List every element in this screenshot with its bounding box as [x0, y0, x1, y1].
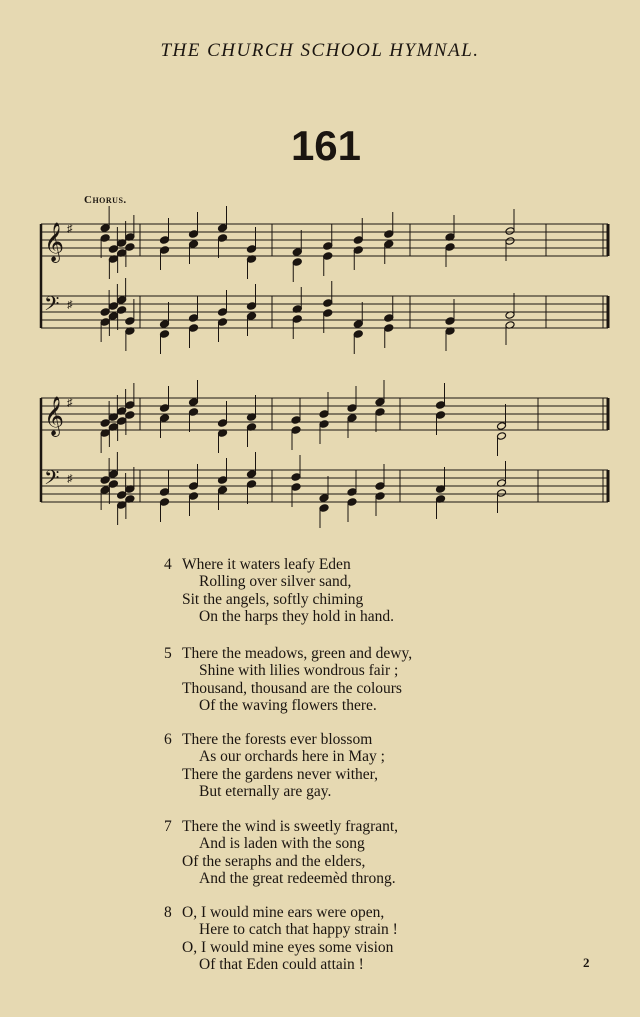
note-head	[160, 330, 170, 339]
hymn-number: 161	[290, 122, 362, 169]
verse-number: 7	[164, 818, 172, 835]
verse-line: As our orchards here in May ;	[199, 748, 385, 766]
running-title: THE CHURCH SCHOOL HYMNAL.	[160, 40, 480, 61]
note-head	[347, 498, 357, 507]
note-head	[189, 230, 199, 239]
note-head	[436, 401, 446, 410]
verse-line: Here to catch that happy strain !	[199, 921, 398, 939]
note-head	[108, 470, 118, 479]
note-head	[384, 324, 394, 333]
note-head	[125, 411, 135, 420]
note-head	[353, 236, 363, 245]
note-head	[292, 258, 302, 267]
note-head	[160, 320, 170, 329]
note-head	[189, 492, 199, 501]
treble-staff	[41, 206, 608, 282]
note-head	[100, 224, 110, 233]
note-head	[445, 317, 455, 326]
key-signature-sharp: ♯	[67, 473, 73, 485]
note-head	[160, 246, 170, 255]
note-head	[291, 473, 301, 482]
note-head	[323, 299, 333, 308]
key-signature-sharp: ♯	[67, 223, 73, 235]
note-head	[323, 242, 333, 251]
note-head	[291, 483, 301, 492]
verse-number: 8	[164, 904, 172, 921]
note-head	[160, 498, 170, 507]
note-head	[384, 314, 394, 323]
note-head	[445, 243, 455, 252]
note-head	[117, 296, 127, 305]
verse-line: There the forests ever blossom	[182, 731, 373, 748]
verse-number: 4	[164, 556, 172, 573]
note-head	[323, 309, 333, 318]
note-head	[160, 488, 170, 497]
note-head	[108, 480, 118, 489]
note-head	[160, 414, 170, 423]
note-head	[247, 302, 257, 311]
note-head	[189, 324, 199, 333]
note-head	[100, 234, 110, 243]
note-head	[375, 408, 385, 417]
note-head	[218, 224, 228, 233]
verse-line: There the meadows, green and dewy,	[182, 645, 413, 662]
note-head	[497, 422, 507, 431]
music-system	[41, 206, 608, 354]
verse-line: Of that Eden could attain !	[199, 956, 364, 974]
key-signature-sharp: ♯	[67, 397, 73, 409]
verse-line: Where it waters leafy Eden	[182, 556, 351, 573]
note-head	[100, 476, 110, 485]
music-system	[41, 380, 608, 528]
note-head	[375, 482, 385, 491]
note-head	[189, 482, 199, 491]
note-head	[117, 306, 127, 315]
note-head	[384, 240, 394, 249]
chorus-label: Chorus.	[84, 194, 127, 206]
verse-number: 5	[164, 645, 172, 662]
treble-staff	[41, 380, 608, 456]
note-head	[319, 420, 329, 429]
verse-number: 6	[164, 731, 172, 748]
note-head	[218, 476, 228, 485]
note-head	[125, 243, 135, 252]
bass-staff	[41, 278, 608, 354]
note-head	[505, 237, 515, 246]
note-head	[353, 246, 363, 255]
note-head	[319, 410, 329, 419]
note-head	[292, 248, 302, 257]
verse-line: O, I would mine ears were open,	[182, 904, 385, 921]
note-head	[100, 318, 110, 327]
note-head	[353, 320, 363, 329]
bass-staff	[41, 452, 608, 528]
note-head	[189, 314, 199, 323]
note-head	[347, 488, 357, 497]
note-head	[347, 404, 357, 413]
note-head	[189, 240, 199, 249]
note-head	[108, 245, 118, 254]
note-head	[100, 308, 110, 317]
note-head	[292, 315, 302, 324]
page-signature: 2	[583, 955, 590, 970]
note-head	[117, 491, 127, 500]
bass-clef: 𝄢	[44, 466, 60, 494]
note-head	[319, 494, 329, 503]
verse-line: There the gardens never wither,	[182, 765, 379, 783]
verse-line: But eternally are gay.	[199, 783, 332, 801]
note-head	[319, 504, 329, 513]
bass-clef: 𝄢	[44, 292, 60, 320]
verse-line: And the great redeemèd throng.	[199, 870, 396, 888]
note-head	[436, 411, 446, 420]
note-head	[108, 302, 118, 311]
note-head	[125, 401, 135, 410]
note-head	[323, 252, 333, 261]
verse-line: Sit the angels, softly chiming	[182, 590, 364, 608]
note-head	[353, 330, 363, 339]
note-head	[247, 480, 257, 489]
note-head	[375, 492, 385, 501]
key-signature-sharp: ♯	[67, 299, 73, 311]
note-head	[247, 245, 257, 254]
note-head	[497, 489, 507, 498]
verse-line: Rolling over silver sand,	[199, 573, 352, 591]
treble-clef: 𝄞	[44, 222, 65, 262]
note-head	[189, 408, 199, 417]
note-head	[189, 398, 199, 407]
note-head	[100, 486, 110, 495]
note-head	[218, 486, 228, 495]
note-head	[218, 308, 228, 317]
note-head	[384, 230, 394, 239]
note-head	[100, 419, 110, 428]
note-head	[247, 312, 257, 321]
note-head	[497, 432, 507, 441]
note-head	[160, 404, 170, 413]
verse-line: Of the seraphs and the elders,	[182, 852, 366, 870]
verse-line: There the wind is sweetly fragrant,	[182, 818, 399, 835]
note-head	[108, 312, 118, 321]
note-head	[125, 317, 135, 326]
note-head	[291, 416, 301, 425]
verse-line: Thousand, thousand are the colours	[182, 679, 402, 697]
note-head	[117, 417, 127, 426]
verse-line: Shine with lilies wondrous fair ;	[199, 662, 399, 680]
note-head	[375, 398, 385, 407]
note-head	[347, 414, 357, 423]
note-head	[291, 426, 301, 435]
note-head	[218, 419, 228, 428]
verse-line: Of the waving flowers there.	[199, 697, 377, 715]
note-head	[218, 318, 228, 327]
note-head	[218, 234, 228, 243]
verse-line: On the harps they hold in hand.	[199, 608, 395, 626]
note-head	[247, 470, 257, 479]
note-head	[160, 236, 170, 245]
verse-line: And is laden with the song	[199, 835, 365, 853]
verse-line: O, I would mine eyes some vision	[182, 938, 394, 956]
treble-clef: 𝄞	[44, 396, 65, 436]
note-head	[505, 227, 515, 236]
